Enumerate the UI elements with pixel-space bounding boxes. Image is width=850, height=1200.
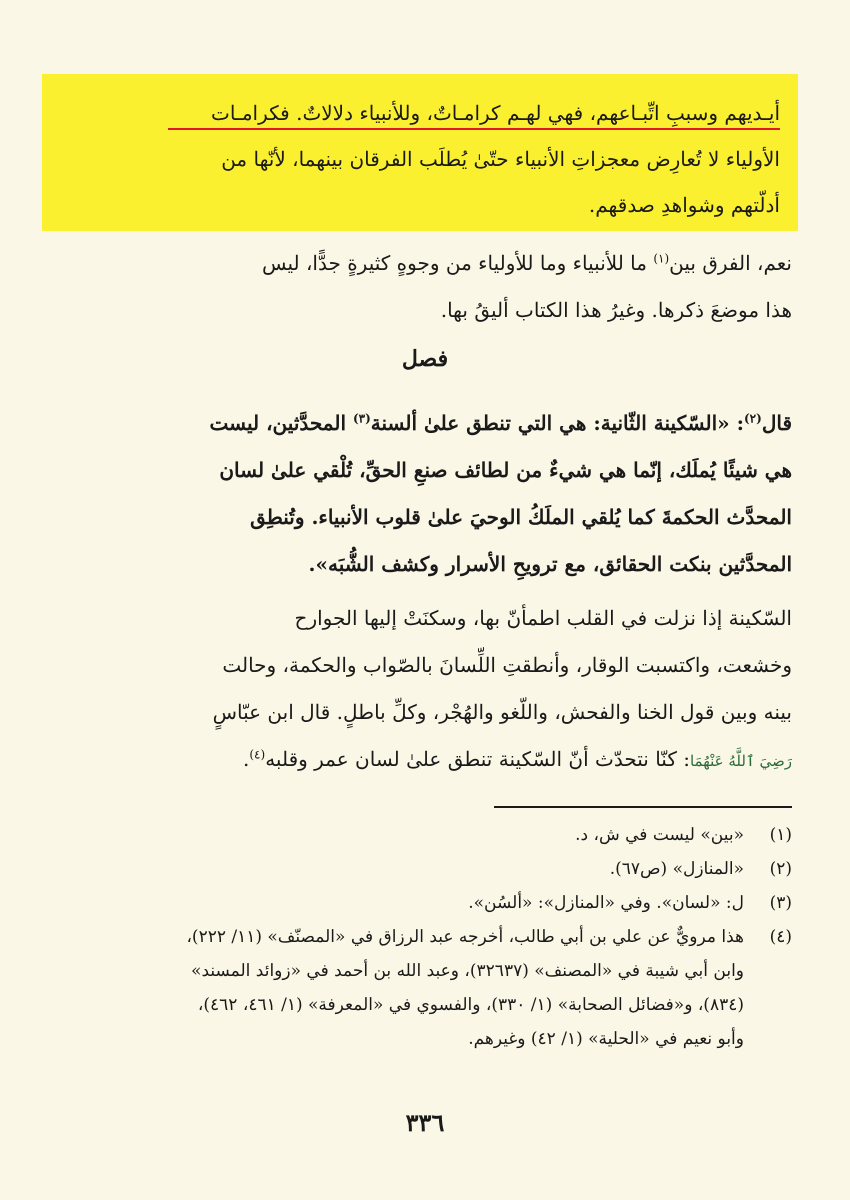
highlighted-passage: [42, 74, 798, 231]
quote-line-4: المحدَّثين بنكت الحقائق، مع ترويحِ الأسرار وكشف الشُّبَه».: [308, 552, 792, 576]
paragraph-sakina: [60, 595, 792, 785]
highlight-line-1: أيـديهم وسببِ اتِّبـاعهم، فهي لهـم كرامـاتٌ، وللأنبياء دلالاتٌ. فكرامـات: [211, 101, 780, 125]
paragraph-line: هذا موضعَ ذكرها. وغيرُ هذا الكتاب أليقُ بها.: [440, 298, 792, 322]
paragraph-line: [60, 240, 792, 287]
text-span: ما للأنبياء وما للأولياء من وجوهٍ كثيرةٍ جدًّا، ليس: [261, 251, 654, 275]
footnote-line: وأبو نعيم في «الحلية» (١/ ٤٢) وغيرهم.: [468, 1029, 744, 1049]
footnote-divider: [494, 806, 792, 808]
footnote-line: وابن أبي شيبة في «المصنف» (٣٢٦٣٧)، وعبد الله بن أحمد في «زوائد المسند»: [191, 961, 744, 981]
footnote-item: [60, 920, 792, 1056]
paragraph-line: [60, 736, 792, 785]
footnote-text: [60, 886, 744, 920]
text-span: : «السّكينة الثّانية: هي التي تنطق علىٰ ألسنة: [370, 411, 744, 435]
footnote-ref-1[interactable]: (١): [653, 251, 670, 266]
quote-line-1: [60, 400, 792, 447]
quoted-passage: [60, 400, 792, 588]
footnote-item: [60, 818, 792, 852]
footnote-ref-4[interactable]: (٤): [249, 747, 266, 762]
footnote-ref-2[interactable]: (٢): [743, 411, 762, 426]
footnote-number: (٤): [769, 927, 792, 947]
footnote-line: (٨٣٤)، و«فضائل الصحابة» (١/ ٣٣٠)، والفسوي في «المعرفة» (١/ ٤٦١، ٤٦٢)،: [197, 995, 744, 1015]
text-span: .: [243, 747, 250, 771]
paragraph-line: بينه وبين قول الخنا والفحش، واللّغو والهُجْر، وكلِّ باطلٍ. قال ابن عبّاسٍ: [212, 700, 792, 724]
footnote-line: «بين» ليست في ش، د.: [575, 825, 744, 845]
highlight-line-3: أدلّتهم وشواهدِ صدقهم.: [588, 193, 780, 217]
footnote-text: [60, 920, 744, 1056]
text-span: المحدَّثين، ليست: [209, 411, 353, 435]
text-span: نعم، الفرق بين: [669, 251, 792, 275]
footnote-item: [60, 852, 792, 886]
page-number: ٣٣٦: [405, 1108, 445, 1137]
footnotes-section: [60, 818, 792, 1056]
footnote-line: «المنازل» (ص٦٧).: [609, 859, 744, 879]
footnote-number: (٢): [769, 859, 792, 879]
footnote-text: [60, 852, 744, 886]
quote-line-2: هي شيئًا يُملَك، إنّما هي شيءٌ من لطائف صنعِ الحقِّ، تُلْقي علىٰ لسان: [219, 458, 792, 482]
qal-word: قال: [761, 411, 792, 435]
paragraph-differences: [60, 240, 792, 334]
footnote-line: ل: «لسان». وفي «المنازل»: «ألسُن».: [468, 893, 744, 913]
footnote-number: (٣): [769, 893, 792, 913]
footnote-ref-3[interactable]: (٣): [352, 411, 371, 426]
honorific-phrase: رَضِيَ ٱللَّهُ عَنْهُمَا: [689, 752, 792, 770]
red-underline-mark: [168, 128, 780, 130]
quote-line-3: المحدَّث الحكمةَ كما يُلقي الملَكُ الوحيَ علىٰ قلوب الأنبياء. وتُنطِق: [250, 505, 792, 529]
footnote-number: (١): [769, 825, 792, 845]
highlight-line-2: الأولياء لا تُعارِض معجزاتِ الأنبياء حتّىٰ يُطلَب الفرقان بينهما، لأنّها من: [221, 147, 780, 171]
section-heading: فصل: [401, 346, 449, 372]
footnote-line: هذا مرويٌّ عن علي بن أبي طالب، أخرجه عبد الرزاق في «المصنّف» (١١/ ٢٢٢)،: [186, 927, 744, 947]
footnote-item: [60, 886, 792, 920]
footnote-text: [60, 818, 744, 852]
paragraph-line: السّكينة إذا نزلت في القلب اطمأنّ بها، وسكنَتْ إليها الجوارح: [294, 606, 792, 630]
paragraph-line: وخشعت، واكتسبت الوقار، وأنطقتِ اللِّسانَ بالصّواب والحكمة، وحالت: [222, 653, 792, 677]
text-span: : كنّا نتحدّث أنّ السّكينة تنطق علىٰ لسان عمر وقلبه: [265, 747, 690, 771]
